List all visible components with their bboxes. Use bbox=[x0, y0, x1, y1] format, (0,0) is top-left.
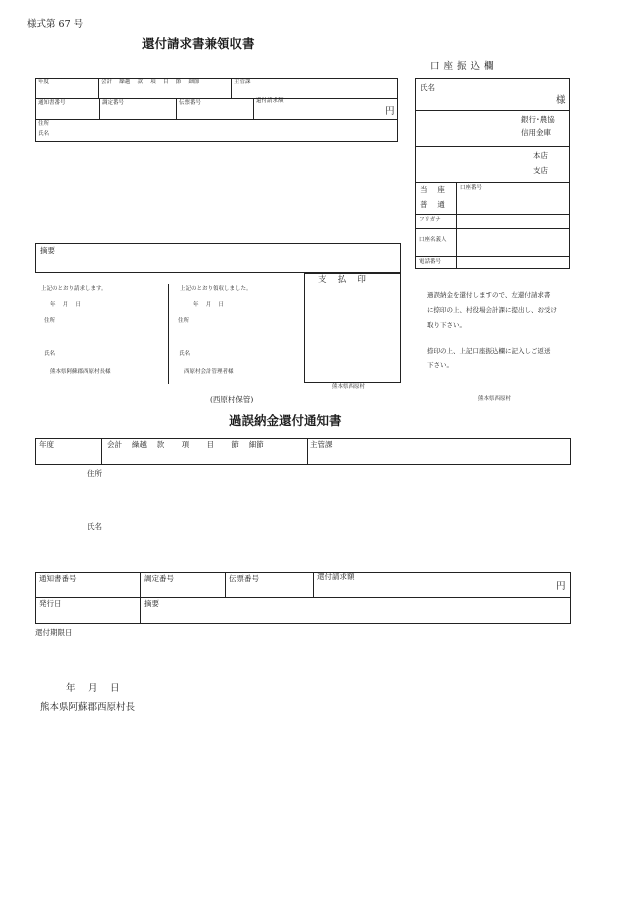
phone-label: 電話番号 bbox=[419, 259, 442, 265]
receipt-nendo-label: 年度 bbox=[38, 79, 50, 85]
received-addressee: 西原村会計管理者様 bbox=[184, 369, 234, 375]
account-number-label: 口座番号 bbox=[460, 185, 483, 191]
payment-seal-caption: 熊本県西原村 bbox=[332, 384, 366, 390]
account-type-touza: 当 座 bbox=[420, 185, 445, 194]
bank-section-title: 口座振込欄 bbox=[430, 61, 498, 72]
bank-type-shinkin: 信用金庫 bbox=[521, 128, 551, 137]
kept-by-label: (西原村保管) bbox=[210, 395, 254, 404]
receipt-slip-no-label: 伝票番号 bbox=[179, 100, 202, 106]
payment-seal-label: 支 払 印 bbox=[318, 275, 366, 285]
instruction-line: 過誤納金を還付しますので、左還付請求書 bbox=[427, 291, 551, 299]
instruction-line: 捺印の上、上記口座振込欄に記入しご返送 bbox=[427, 347, 551, 355]
bank-type-bank: 銀行･農協 bbox=[521, 115, 555, 124]
notice-dept-label: 主管課 bbox=[310, 440, 333, 449]
received-address-label: 住所 bbox=[178, 318, 190, 324]
receipt-account-label: 会計 繰越 款 項 目 節 細節 bbox=[101, 79, 200, 85]
notice-name-label: 氏名 bbox=[87, 522, 102, 531]
instructions-caption: 熊本県西原村 bbox=[478, 396, 512, 402]
receipt-claim-amount-label: 還付請求額 bbox=[256, 98, 284, 104]
receipt-name-label: 氏名 bbox=[38, 131, 50, 137]
notice-summary-label: 摘要 bbox=[144, 599, 159, 608]
claim-name-label: 氏名 bbox=[44, 351, 56, 357]
notice-deadline-label: 還付期限日 bbox=[35, 628, 73, 637]
notice-notice-no-label: 通知書番号 bbox=[39, 574, 77, 583]
receipt-notice-no-label: 通知書番号 bbox=[38, 100, 66, 106]
notice-nendo-label: 年度 bbox=[39, 440, 54, 449]
notice-address-label: 住所 bbox=[87, 469, 102, 478]
receipt-summary-box bbox=[35, 243, 401, 273]
receipt-block-divider bbox=[168, 284, 169, 384]
notice-yen-label: 円 bbox=[556, 581, 566, 592]
bank-name-label: 氏名 bbox=[420, 83, 435, 92]
notice-title: 過誤納金還付通知書 bbox=[229, 413, 342, 428]
received-date: 年 月 日 bbox=[193, 302, 224, 308]
notice-claim-amount-label: 還付請求額 bbox=[317, 572, 355, 581]
receipt-yen-label: 円 bbox=[385, 106, 395, 117]
claim-addressee: 熊本県阿蘇郡西原村長様 bbox=[50, 369, 111, 375]
notice-adjust-no-label: 調定番号 bbox=[144, 574, 174, 583]
notice-date: 年 月 日 bbox=[66, 683, 120, 694]
receipt-adjust-no-label: 調定番号 bbox=[102, 100, 125, 106]
receipt-title: 還付請求書兼領収書 bbox=[142, 36, 255, 51]
instruction-line: 取り下さい。 bbox=[427, 321, 466, 329]
notice-issuer: 熊本県阿蘇郡西原村長 bbox=[40, 702, 136, 713]
claim-text: 上記のとおり請求します。 bbox=[41, 286, 107, 292]
furigana-label: フリガナ bbox=[419, 217, 441, 223]
instruction-line: に捺印の上、村役場会計課に提出し、お受け bbox=[427, 306, 557, 314]
notice-slip-no-label: 伝票番号 bbox=[229, 574, 259, 583]
received-text: 上記のとおり領収しました。 bbox=[180, 286, 252, 292]
bank-branch-honten: 本店 bbox=[533, 151, 548, 160]
notice-issue-date-label: 発行日 bbox=[39, 599, 62, 608]
claim-address-label: 住所 bbox=[44, 318, 56, 324]
receipt-summary-label: 摘要 bbox=[40, 246, 55, 255]
receipt-address-label: 住所 bbox=[38, 121, 50, 127]
receipt-dept-label: 主管課 bbox=[234, 79, 251, 85]
account-type-futsu: 普 通 bbox=[420, 200, 445, 209]
payment-seal-box bbox=[304, 273, 401, 383]
received-name-label: 氏名 bbox=[179, 351, 191, 357]
bank-sama-label: 様 bbox=[556, 95, 566, 106]
bank-branch-shiten: 支店 bbox=[533, 166, 548, 175]
notice-account-label: 会計 繰越 款 項 目 節 細節 bbox=[107, 440, 264, 449]
instruction-line: 下さい。 bbox=[427, 361, 453, 369]
form-number: 様式第 67 号 bbox=[27, 19, 84, 30]
claim-date: 年 月 日 bbox=[50, 302, 81, 308]
account-holder-label: 口座名義人 bbox=[419, 237, 447, 243]
